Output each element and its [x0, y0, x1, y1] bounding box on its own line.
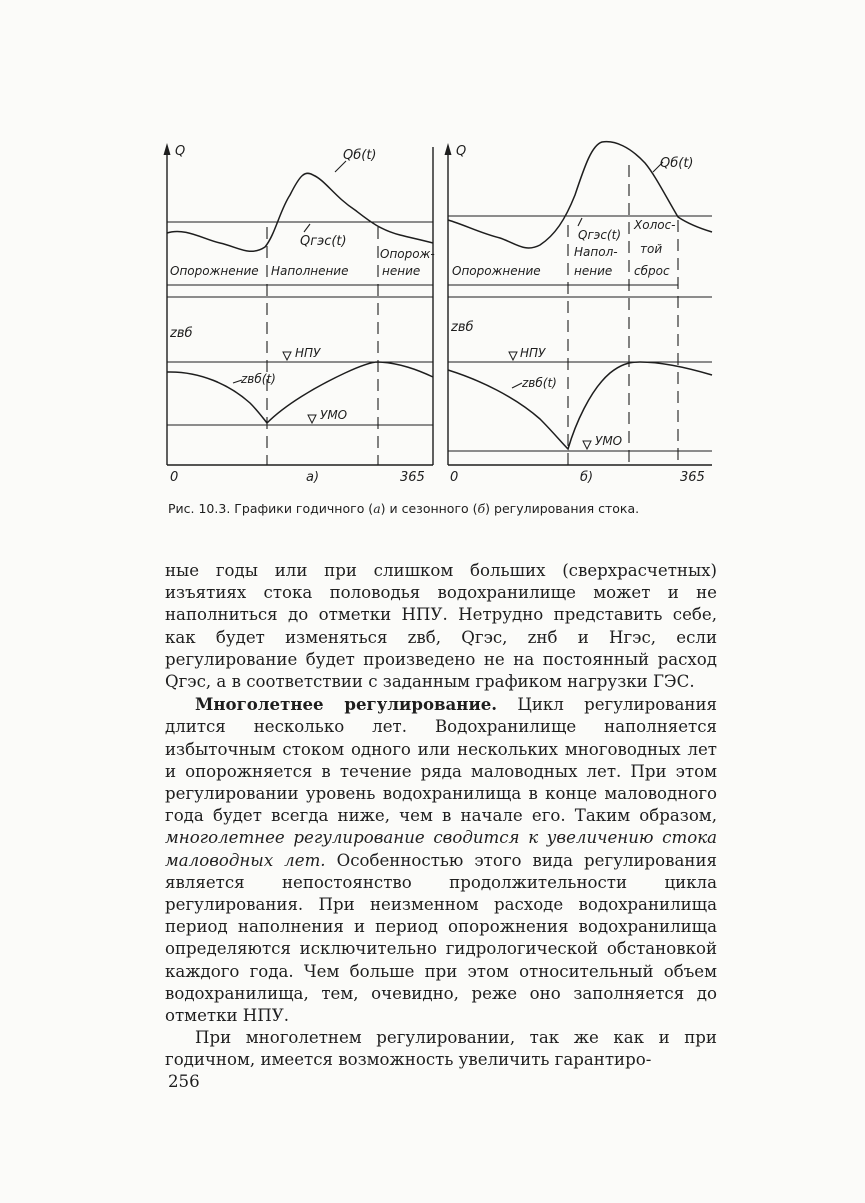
panel-a-npu-label: НПУ	[295, 346, 321, 360]
panel-a-q-label: Q	[175, 144, 186, 159]
panel-b-npu-label: НПУ	[520, 346, 546, 360]
panel-a-x-end: 365	[400, 470, 425, 485]
panel-a-x-start: 0	[170, 470, 179, 485]
paragraph-2-part1: Цикл регулирования длится несколько лет. Водохранилище наполняется избыточным стоком одного или нескольких многоводных лет и опорожняется в течение ряда маловодных лет. При этом регулировании уровень водохранилища в конце маловодного года будет всегда ниже, чем в начале его. Таким образом,	[165, 695, 718, 826]
paragraph-1: ные годы или при слишком больших (сверхрасчетных) изъятиях стока половодья водохранилище может и не наполниться до отметки НПУ. Нетрудно представить себе, как будет изменяться zвб, Qгэс, zнб и Hгэс, если регулирование будет произведено не на постоянный расход Qгэс, а в соответствии с заданным графиком нагрузки ГЭС.	[165, 561, 717, 692]
caption-middle: ) и сезонного (	[380, 501, 478, 516]
panel-a-z-curve-label: zвб(t)	[241, 372, 276, 386]
panel-a-npu-marker	[283, 352, 291, 360]
panel-b-x-end: 365	[680, 470, 705, 485]
figure-caption	[168, 500, 723, 517]
panel-b-letter: б)	[580, 470, 594, 485]
page-number: 256	[168, 1072, 200, 1091]
panel-a-period-2: Наполнение	[271, 264, 349, 278]
caption-prefix: Рис. 10.3. Графики годичного (	[168, 501, 374, 516]
panel-b-period-2a: Напол-	[574, 245, 618, 259]
panel-b-umo-label: УМО	[595, 434, 623, 448]
panel-b-npu-marker	[509, 352, 517, 360]
panel-a-z-curve	[167, 362, 433, 423]
figure-10-3	[150, 135, 730, 495]
caption-b: б	[477, 501, 486, 516]
panel-a-period-3b: нение	[382, 264, 421, 278]
paragraph-2-italic: многолетнее регулирование сводится к увеличению стока маловодных лет.	[165, 828, 717, 870]
caption-suffix: ) регулирования стока.	[485, 501, 640, 516]
panel-b-z-curve-label: zвб(t)	[522, 376, 557, 390]
panel-a-y-arrow	[164, 143, 171, 155]
paragraph-2	[165, 693, 717, 1027]
panel-b-x-start: 0	[450, 470, 459, 485]
panel-a-umo-marker	[308, 415, 316, 423]
caption-a: а	[373, 501, 381, 516]
panel-b-z-label: zвб	[451, 320, 474, 335]
panel-a-period-3a: Опорож-	[380, 247, 435, 261]
panel-a-qgas-leader	[304, 224, 310, 232]
panel-b-period-2b: нение	[574, 264, 613, 278]
panel-b-q-label: Q	[456, 144, 467, 159]
panel-b-qgas-label: Qгэс(t)	[578, 228, 622, 242]
panel-b	[445, 142, 713, 485]
panel-a-qb-label: Qб(t)	[343, 148, 377, 163]
panel-a-z-label: zвб	[170, 326, 193, 341]
panel-a-umo-label: УМО	[320, 408, 348, 422]
panel-b-qgas-leader	[578, 218, 582, 226]
panel-b-period-1: Опорожнение	[452, 264, 541, 278]
paragraph-2-part2: Особенностью этого вида регулирования является непостоянство продолжительности цикла регулирования. При неизменном расходе водохранилища период наполнения и период опорожнения водохранилища определяются исключительно гидрологической обстановкой каждого года. Чем больше при этом относительный объем водохранилища, тем, очевидно, реже оно заполняется до отметки НПУ.	[165, 850, 717, 1026]
panel-a-letter: а)	[306, 470, 320, 485]
panel-a-qgas-label: Qгэс(t)	[300, 234, 347, 249]
panel-b-y-arrow	[445, 143, 452, 155]
panel-b-z-leader	[512, 383, 522, 388]
paragraph-3: При многолетнем регулировании, так же как и при годичном, имеется возможность увеличить гарантиро-	[165, 1028, 717, 1070]
panel-b-qb-label: Qб(t)	[660, 156, 694, 171]
panel-b-umo-marker	[583, 441, 591, 449]
panel-b-z-curve	[448, 362, 712, 449]
body-text	[165, 560, 717, 1072]
panel-a-period-1: Опорожнение	[170, 264, 259, 278]
figure-svg	[150, 135, 730, 495]
paragraph-2-heading: Многолетнее регулирование.	[195, 694, 498, 715]
panel-b-period-3b: той	[640, 242, 663, 256]
panel-a	[164, 143, 435, 485]
panel-b-period-3a: Холос-	[634, 218, 676, 232]
panel-b-period-3c: сброс	[634, 264, 670, 278]
